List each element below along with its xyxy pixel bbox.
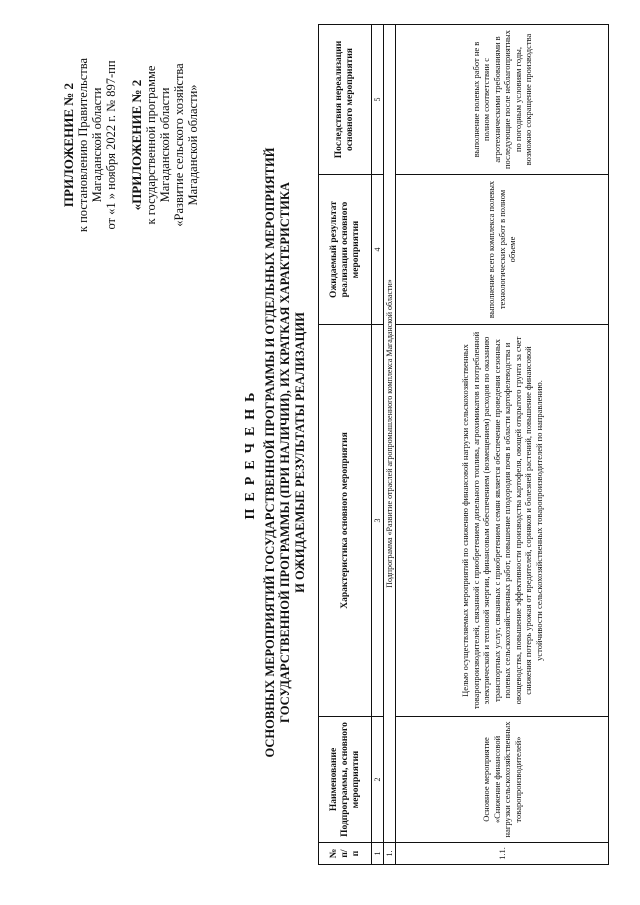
subprogram-num: 1.: [384, 843, 396, 865]
appendix-inner-line-2: Магаданской области: [158, 87, 172, 203]
appendix-inner-line-1: к государственной программе: [144, 65, 158, 225]
column-number: 1: [372, 843, 384, 865]
header-description: Характеристика основного мероприятия: [319, 325, 372, 717]
column-number: 2: [372, 717, 384, 843]
table-row: [396, 25, 609, 865]
column-number-row: [372, 25, 384, 865]
column-number: 4: [372, 175, 384, 325]
appendix-line-1: к постановлению Правительства: [76, 57, 90, 233]
header-num: № п/п: [319, 843, 372, 865]
column-number: 5: [372, 25, 384, 175]
subprogram-title: Подпрограмма «Развитие отраслей агропромышленного комплекса Магаданской области»: [384, 25, 396, 843]
item-consequences: выполнение полевых работ не в полном соответствии с агротехническими требованиями в последующие после неблагоприятных по погодным условиям годы, возможно сокращение производства: [396, 25, 609, 175]
item-expected-result: выполнение всего комплекса полевых технологических работ в полном объеме: [396, 175, 609, 325]
appendix-inner-line-4: Магаданской области»: [186, 84, 200, 206]
column-number: 3: [372, 325, 384, 717]
item-description: Целью осуществляемых мероприятий по снижению финансовой нагрузки сельскохозяйственных товаропроизводителей, связанной с приобретением дизельного топлива, агрохимикатов и потребленной электрической и тепловой энергии, финансовым обеспечением (возмещением) расходов по оказанию транспортных услуг, связанных с приобретением семян является обеспечение проведения сезонных полевых сельскохозяйственных работ, повышение плодородия почв в области картофелеводства и овощеводства, повышение эффективности производства картофеля, овощей открытого грунта за счет снижения потерь урожая от вредителей, сорняков и болезней растений, повышение финансовой устойчивости сельскохозяйственных товаропроизводителей по направлению.: [396, 325, 609, 717]
header-expected-result: Ожидаемый результат реализации основного мероприятия: [319, 175, 372, 325]
subprogram-row: [384, 25, 396, 865]
measures-table: [318, 24, 609, 865]
table-header-row: [319, 25, 372, 865]
item-name: Основное мероприятие «Снижение финансовой нагрузки сельскохозяйственных товаропроизводителей»: [396, 717, 609, 843]
document-title: ПЕРЕЧЕНЬ: [243, 385, 258, 520]
header-consequences: Последствия нереализации основного мероприятия: [319, 25, 372, 175]
appendix-block: [62, 25, 200, 265]
document-subtitle-line-2: ГОСУДАРСТВЕННОЙ ПРОГРАММЫ (ПРИ НАЛИЧИИ), ИХ КРАТКАЯ ХАРАКТЕРИСТИКА: [278, 182, 292, 723]
item-num: 1.1.: [396, 843, 609, 865]
appendix-line-3: от «1 » ноября 2022 г. № 897-пп: [104, 60, 118, 230]
document-subtitle-line-3: И ОЖИДАЕМЫЕ РЕЗУЛЬТАТЫ РЕАЛИЗАЦИИ: [293, 312, 307, 593]
appendix-inner-title: «ПРИЛОЖЕНИЕ № 2: [129, 79, 144, 211]
appendix-title: ПРИЛОЖЕНИЕ № 2: [61, 82, 76, 208]
document-subtitle-line-1: ОСНОВНЫХ МЕРОПРИЯТИЙ ГОСУДАРСТВЕННОЙ ПРОГРАММЫ И ОТДЕЛЬНЫХ МЕРОПРИЯТИЙ: [263, 147, 277, 758]
header-name: Наименование Подпрограммы, основного мероприятия: [319, 717, 372, 843]
appendix-inner-line-3: «Развитие сельского хозяйства: [172, 63, 186, 227]
appendix-line-2: Магаданской области: [90, 87, 104, 203]
